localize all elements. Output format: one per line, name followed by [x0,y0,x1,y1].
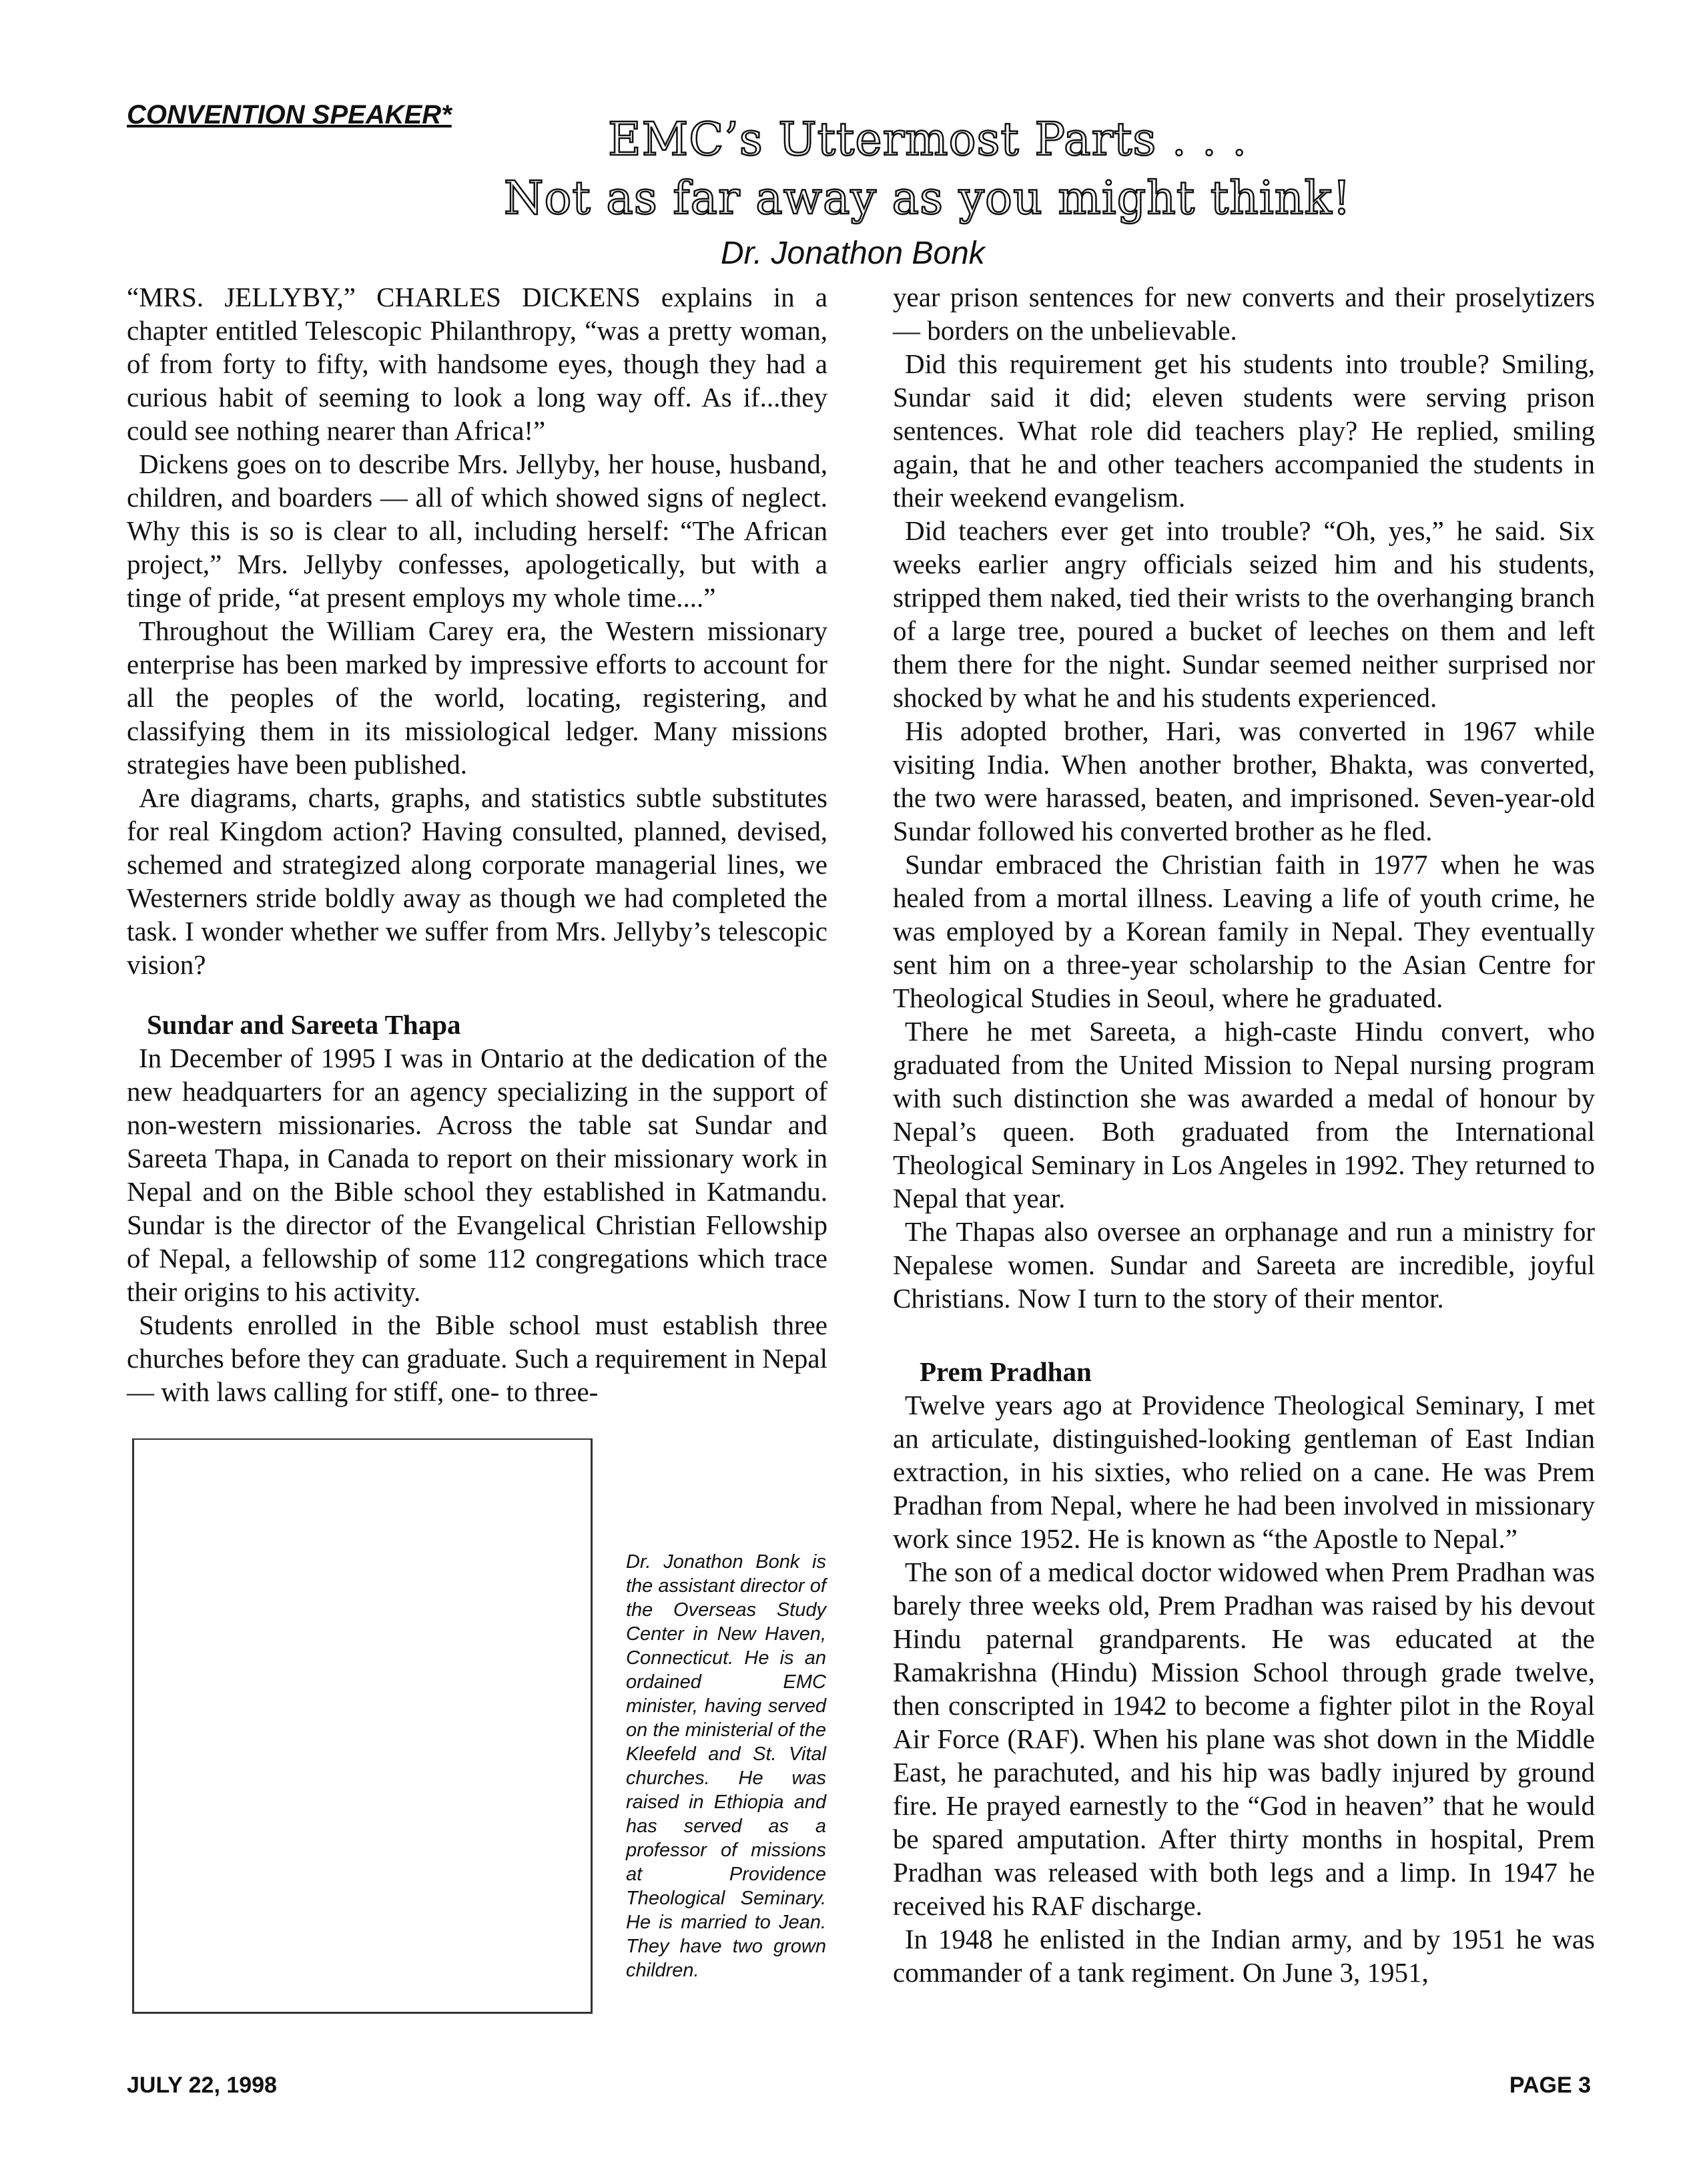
footer-page-number: PAGE 3 [1509,2073,1591,2098]
paragraph: The Thapas also oversee an orphanage and run a ministry for Nepalese women. Sundar and Sareeta are incredible, joyful Christians. Now I turn to the story of their mentor. [893,1216,1595,1314]
paragraph: The son of a medical doctor widowed when Prem Pradhan was barely three weeks old, Prem Pradhan was raised by his devout Hindu paternal grandparents. He was educated at the Ramakrishna (Hindu) Mission School through grade twelve, then conscripted in 1942 to become a fighter pilot in the Royal Air Force (RAF). When his plane was shot down in the Middle East, he parachuted, and his hip was badly injured by ground fire. He prayed earnestly to the “God in heaven” that he would be spared amputation. After thirty months in hospital, Prem Pradhan was released with both legs and a limp. In 1947 he received his RAF discharge. [893,1557,1595,1921]
paragraph: In 1948 he enlisted in the Indian army, and by 1951 he was commander of a tank regiment. On June 3, 1951, [893,1924,1595,1988]
byline: Dr. Jonathon Bonk [721,236,985,271]
paragraph: Twelve years ago at Providence Theological Seminary, I met an articulate, distinguished-looking gentleman of East Indian extraction, in his sixties, who relied on a cane. He was Prem Pradhan from Nepal, where he had been involved in missionary work since 1952. He is known as “the Apostle to Nepal.” [893,1390,1595,1554]
author-caption: Dr. Jonathon Bonk is the assistant director of the Overseas Study Center in New Haven, Connecticut. He is an ordained EMC minister, having served on the ministerial of the Kleefeld and St. Vital churches. He was raised in Ethiopia and has served as a professor of missions at Providence Theological Seminary. He is married to Jean. They have two grown children. [626,1551,826,1981]
subheading-thapa: Sundar and Sareeta Thapa [147,1009,461,1040]
paragraph: Dickens goes on to describe Mrs. Jellyby, her house, husband, children, and boarders — all of which showed signs of neglect. Why this is so is clear to all, including herself: “The African project,” Mrs. Jellyby confesses, apologetically, but with a tinge of pride, “at present employs my whole time....” [127,449,827,613]
paragraph: There he met Sareeta, a high-caste Hindu convert, who graduated from the United Mission to Nepal nursing program with such distinction she was awarded a medal of honour by Nepal’s queen. Both graduated from the International Theological Seminary in Los Angeles in 1992. They returned to Nepal that year. [893,1016,1595,1213]
paragraph: Did this requirement get his students into trouble? Smiling, Sundar said it did; eleven students were serving prison sentences. What role did teachers play? He replied, smiling again, that he and other teachers accompanied the students in their weekend evangelism. [893,348,1595,513]
headline-line-1: EMC’s Uttermost Parts . . . [607,113,1248,166]
section-kicker: CONVENTION SPEAKER* [127,100,452,129]
headline-line-2: Not as far away as you might think! [503,172,1352,225]
author-photo-placeholder [132,1438,593,2014]
footer-date: JULY 22, 1998 [127,2073,277,2098]
paragraph: year prison sentences for new converts and their proselytizers — borders on the unbelievable. [893,282,1595,346]
right-column [893,280,1595,1989]
paragraph: His adopted brother, Hari, was converted in 1967 while visiting India. When another brother, Bhakta, was converted, the two were harassed, beaten, and imprisoned. Seven-year-old Sundar followed his converted brother as he fled. [893,716,1595,846]
paragraph: Throughout the William Carey era, the Western missionary enterprise has been marked by impressive efforts to account for all the peoples of the world, locating, registering, and classifying them in its missiological ledger. Many missions strategies have been published. [127,615,827,780]
paragraph: In December of 1995 I was in Ontario at the dedication of the new headquarters for an agency specializing in the support of non-western missionaries. Across the table sat Sundar and Sareeta Thapa, in Canada to report on their missionary work in Nepal and on the Bible school they established in Katmandu. Sundar is the director of the Evangelical Christian Fellowship of Nepal, a fellowship of some 112 congregations which trace their origins to his activity. [127,1043,827,1307]
paragraph: Did teachers ever get into trouble? “Oh, yes,” he said. Six weeks earlier angry officials seized him and his students, stripped them naked, tied their wrists to the overhanging branch of a large tree, poured a bucket of leeches on them and left them there for the night. Sundar seemed neither surprised nor shocked by what he and his students experienced. [893,515,1595,713]
paragraph: Are diagrams, charts, graphs, and statistics subtle substitutes for real Kingdom action? Having consulted, planned, devised, schemed and strategized along corporate managerial lines, we Westerners stride boldly away as though we had completed the task. I wonder whether we suffer from Mrs. Jellyby’s telescopic vision? [127,782,827,980]
paragraph: Sundar embraced the Christian faith in 1977 when he was healed from a mortal illness. Leaving a life of youth crime, he was employed by a Korean family in Nepal. They eventually sent him on a three-year scholarship to the Asian Centre for Theological Studies in Seoul, where he graduated. [893,849,1595,1013]
subheading-pradhan: Prem Pradhan [920,1356,1092,1387]
paragraph: “MRS. JELLYBY,” CHARLES DICKENS explains in a chapter entitled Telescopic Philanthropy, “was a pretty woman, of from forty to fifty, with handsome eyes, though they had a curious habit of seeming to look a long way off. As if...they could see nothing nearer than Africa!” [127,282,827,446]
left-column [127,280,827,1408]
paragraph: Students enrolled in the Bible school must establish three churches before they can graduate. Such a requirement in Nepal — with laws calling for stiff, one- to three- [127,1310,827,1407]
